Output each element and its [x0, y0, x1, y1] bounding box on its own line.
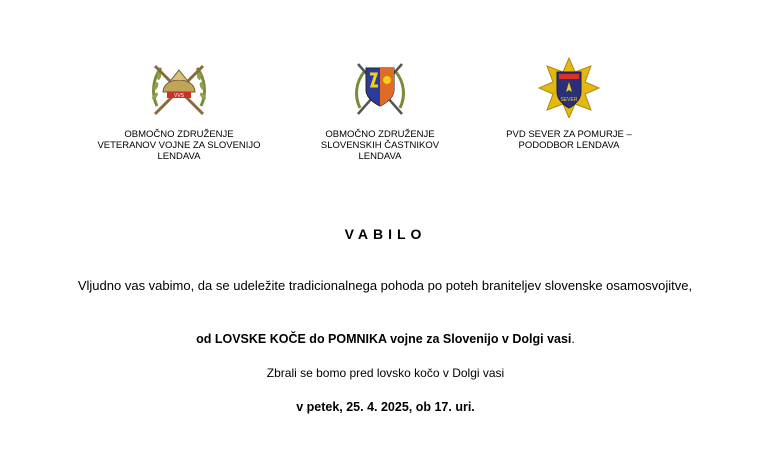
- route-text: od LOVSKE KOČE do POMNIKA vojne za Slovenijo v Dolgi vasi: [196, 332, 572, 346]
- organization-officers: [275, 56, 485, 162]
- org-name-line: LENDAVA: [358, 151, 402, 162]
- organization-pvd-sever: [464, 56, 674, 151]
- route-tail: .: [571, 332, 575, 346]
- invitation-intro: Vljudno vas vabimo, da se udeležite tradicionalnega pohoda po poteh braniteljev slovenske osamosvojitve,: [77, 278, 693, 293]
- org-name-line: OBMOČNO ZDRUŽENJE: [124, 129, 234, 140]
- pvd-sever-emblem-icon: [537, 56, 601, 118]
- org-name-line: PVD SEVER ZA POMURJE –: [506, 129, 632, 140]
- document-title: VABILO: [344, 226, 427, 242]
- org-name-line: OBMOČNO ZDRUŽENJE: [325, 129, 435, 140]
- org-name-line: VETERANOV VOJNE ZA SLOVENIJO: [97, 140, 261, 151]
- svg-text:VVS: VVS: [173, 93, 185, 99]
- org-name-line: SLOVENSKIH ČASTNIKOV: [320, 140, 440, 151]
- organization-veterans: [74, 56, 284, 162]
- org-name-line: LENDAVA: [157, 151, 201, 162]
- org-name-line: PODODBOR LENDAVA: [518, 140, 620, 151]
- gathering-place: Zbrali se bomo pred lovsko kočo v Dolgi vasi: [266, 366, 505, 380]
- emblem-badge-text: SEVER: [560, 97, 578, 103]
- event-date-time: v petek, 25. 4. 2025, ob 17. uri.: [296, 400, 475, 414]
- officers-emblem-icon: [348, 56, 412, 118]
- route-line: [0, 332, 771, 346]
- veterans-emblem-icon: [147, 56, 211, 118]
